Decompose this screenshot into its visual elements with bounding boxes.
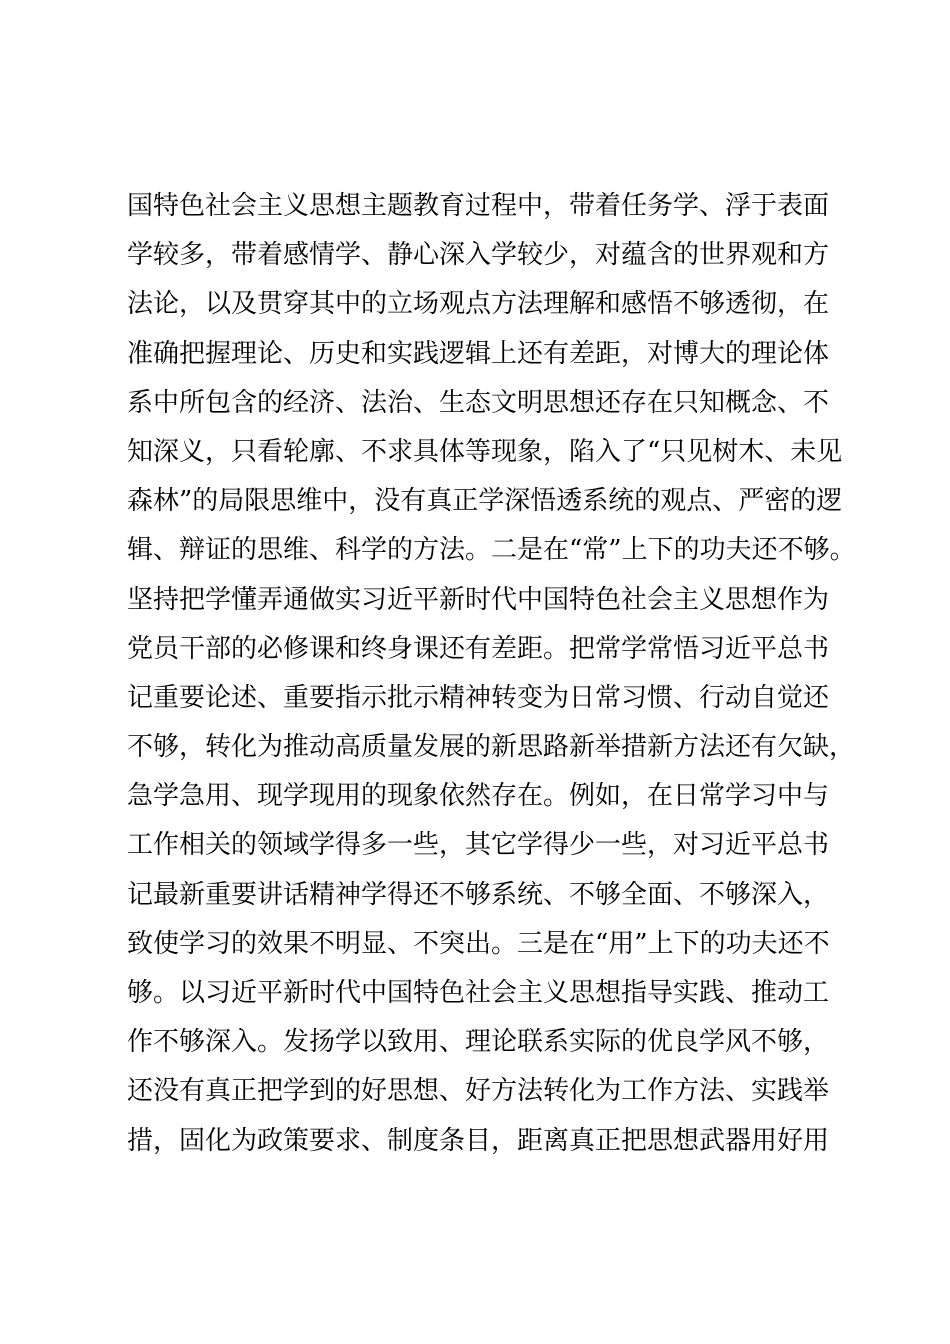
text-line-12: 不够，转化为推动高质量发展的新思路新举措新方法还有欠缺，: [127, 732, 856, 763]
text-line-5: 系中所包含的经济、法治、生态文明思想还存在只知概念、不: [127, 387, 830, 418]
text-line-1: 国特色社会主义思想主题教育过程中，带着任务学、浮于表面: [127, 191, 830, 221]
text-line-8: 辑、辩证的思维、科学的方法。二是在“常”上下的功夫还不够。: [127, 535, 856, 566]
text-line-9: 坚持把学懂弄通做实习近平新时代中国特色社会主义思想作为: [127, 584, 830, 615]
text-line-19: 还没有真正把学到的好思想、好方法转化为工作方法、实践举: [127, 1076, 830, 1107]
text-line-13: 急学急用、现学现用的现象依然存在。例如，在日常学习中与: [127, 781, 830, 812]
text-line-6: 知深义，只看轮廓、不求具体等现象，陷入了“只见树木、未见: [127, 436, 843, 467]
text-line-20: 措，固化为政策要求、制度条目，距离真正把思想武器用好用: [127, 1125, 830, 1156]
text-line-7: 森林”的局限思维中，没有真正学深悟透系统的观点、严密的逻: [127, 486, 843, 517]
text-line-16: 致使学习的效果不明显、不突出。三是在“用”上下的功夫还不: [127, 928, 830, 959]
text-line-11: 记重要论述、重要指示批示精神转变为日常习惯、行动自觉还: [127, 682, 830, 713]
text-line-18: 作不够深入。发扬学以致用、理论联系实际的优良学风不够，: [127, 1027, 830, 1058]
text-line-14: 工作相关的领域学得多一些，其它学得少一些，对习近平总书: [127, 830, 830, 861]
text-line-3: 法论，以及贯穿其中的立场观点方法理解和感悟不够透彻，在: [127, 289, 830, 320]
text-line-2: 学较多，带着感情学、静心深入学较少，对蕴含的世界观和方: [127, 240, 830, 271]
text-line-10: 党员干部的必修课和终身课还有差距。把常学常悟习近平总书: [127, 633, 830, 664]
text-line-15: 记最新重要讲话精神学得还不够系统、不够全面、不够深入，: [127, 879, 830, 910]
text-line-17: 够。以习近平新时代中国特色社会主义思想指导实践、推动工: [127, 978, 830, 1008]
body-text: [127, 182, 867, 1166]
text-line-4: 准确把握理论、历史和实践逻辑上还有差距，对博大的理论体: [127, 338, 830, 369]
